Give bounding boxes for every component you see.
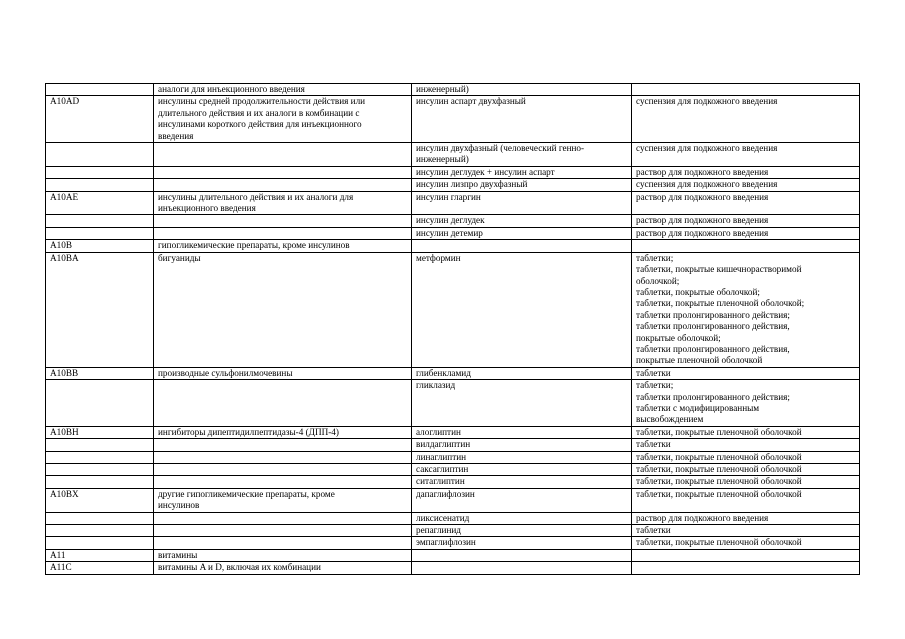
table-row	[46, 537, 860, 549]
dosage-form-cell: суспензия для подкожного введения	[632, 179, 860, 191]
atc-code-cell: A10BB	[46, 367, 154, 379]
group-name-cell	[154, 464, 412, 476]
dosage-form-cell: раствор для подкожного введения	[632, 215, 860, 227]
atc-code-cell	[46, 227, 154, 239]
drug-name-cell: метформин	[412, 252, 632, 367]
drug-name-cell: эмпаглифлозин	[412, 537, 632, 549]
dosage-form-cell: суспензия для подкожного введения	[632, 143, 860, 167]
dosage-form-cell: таблетки, покрытые пленочной оболочкой	[632, 476, 860, 488]
atc-code-cell	[46, 380, 154, 427]
table-body	[46, 84, 860, 575]
drug-name-cell: репаглинид	[412, 525, 632, 537]
drug-name-cell: инсулин аспарт двухфазный	[412, 96, 632, 143]
dosage-form-cell	[632, 562, 860, 574]
drug-name-cell: вилдаглиптин	[412, 439, 632, 451]
atc-code-cell	[46, 439, 154, 451]
drug-name-cell: саксаглиптин	[412, 464, 632, 476]
table-row	[46, 464, 860, 476]
table-row	[46, 166, 860, 178]
drug-name-cell: линаглиптин	[412, 451, 632, 463]
table-row	[46, 252, 860, 367]
drug-name-cell: инсулин лизпро двухфазный	[412, 179, 632, 191]
atc-code-cell: A10BX	[46, 488, 154, 512]
group-name-cell: бигуаниды	[154, 252, 412, 367]
table-row	[46, 367, 860, 379]
drug-name-cell: инженерный)	[412, 84, 632, 96]
drug-name-cell: гликлазид	[412, 380, 632, 427]
atc-code-cell	[46, 84, 154, 96]
atc-code-cell: A10B	[46, 240, 154, 252]
dosage-form-cell: таблетки	[632, 525, 860, 537]
atc-code-cell: A10AD	[46, 96, 154, 143]
group-name-cell: инсулины средней продолжительности действия или длительного действия и их аналоги в комбинации с инсулинами короткого действия для инъекционного введения	[154, 96, 412, 143]
drug-name-cell	[412, 240, 632, 252]
table-row	[46, 191, 860, 215]
table-row	[46, 512, 860, 524]
dosage-form-cell	[632, 240, 860, 252]
table-row	[46, 96, 860, 143]
atc-code-cell	[46, 525, 154, 537]
dosage-form-cell: таблетки; таблетки, покрытые кишечнорастворимой оболочкой; таблетки, покрытые оболочкой; таблетки, покрытые пленочной оболочкой; таблетки пролонгированного действия; таблетки пролонгированного действия, покрытые оболочкой; таблетки пролонгированного действия, покрытые пленочной оболочкой	[632, 252, 860, 367]
group-name-cell: витамины	[154, 549, 412, 561]
atc-code-cell	[46, 464, 154, 476]
group-name-cell: витамины A и D, включая их комбинации	[154, 562, 412, 574]
dosage-form-cell: таблетки	[632, 439, 860, 451]
dosage-form-cell: раствор для подкожного введения	[632, 166, 860, 178]
drug-name-cell: инсулин деглудек	[412, 215, 632, 227]
table-row	[46, 227, 860, 239]
group-name-cell: гипогликемические препараты, кроме инсулинов	[154, 240, 412, 252]
group-name-cell	[154, 451, 412, 463]
atc-code-cell: A10BH	[46, 426, 154, 438]
drug-name-cell: ликсисенатид	[412, 512, 632, 524]
dosage-form-cell: таблетки, покрытые пленочной оболочкой	[632, 488, 860, 512]
group-name-cell: инсулины длительного действия и их аналоги для инъекционного введения	[154, 191, 412, 215]
table-row	[46, 426, 860, 438]
dosage-form-cell: таблетки, покрытые пленочной оболочкой	[632, 426, 860, 438]
atc-code-cell: A10BA	[46, 252, 154, 367]
dosage-form-cell: таблетки; таблетки пролонгированного действия; таблетки с модифицированным высвобождением	[632, 380, 860, 427]
dosage-form-cell	[632, 549, 860, 561]
dosage-form-cell: таблетки, покрытые пленочной оболочкой	[632, 464, 860, 476]
group-name-cell	[154, 166, 412, 178]
group-name-cell	[154, 215, 412, 227]
group-name-cell	[154, 476, 412, 488]
drug-name-cell: инсулин детемир	[412, 227, 632, 239]
group-name-cell	[154, 439, 412, 451]
table-row	[46, 562, 860, 574]
group-name-cell	[154, 537, 412, 549]
table-row	[46, 488, 860, 512]
dosage-form-cell: раствор для подкожного введения	[632, 512, 860, 524]
group-name-cell	[154, 525, 412, 537]
atc-code-cell	[46, 166, 154, 178]
atc-code-cell	[46, 179, 154, 191]
table-row	[46, 525, 860, 537]
group-name-cell	[154, 143, 412, 167]
dosage-form-cell: таблетки, покрытые пленочной оболочкой	[632, 537, 860, 549]
drug-name-cell	[412, 562, 632, 574]
table-row	[46, 549, 860, 561]
table-row	[46, 439, 860, 451]
table-row	[46, 143, 860, 167]
group-name-cell	[154, 179, 412, 191]
drug-name-cell: инсулин двухфазный (человеческий генно- инженерный)	[412, 143, 632, 167]
group-name-cell	[154, 512, 412, 524]
group-name-cell: производные сульфонилмочевины	[154, 367, 412, 379]
drug-name-cell: дапаглифлозин	[412, 488, 632, 512]
drug-name-cell: алоглиптин	[412, 426, 632, 438]
group-name-cell: другие гипогликемические препараты, кроме инсулинов	[154, 488, 412, 512]
atc-code-cell	[46, 215, 154, 227]
drug-name-cell: инсулин деглудек + инсулин аспарт	[412, 166, 632, 178]
dosage-form-cell: таблетки	[632, 367, 860, 379]
drug-classification-table	[45, 83, 860, 575]
dosage-form-cell: раствор для подкожного введения	[632, 227, 860, 239]
table-row	[46, 179, 860, 191]
dosage-form-cell: раствор для подкожного введения	[632, 191, 860, 215]
table-row	[46, 380, 860, 427]
dosage-form-cell: таблетки, покрытые пленочной оболочкой	[632, 451, 860, 463]
atc-code-cell	[46, 537, 154, 549]
table-row	[46, 476, 860, 488]
drug-name-cell: глибенкламид	[412, 367, 632, 379]
atc-code-cell: A10AE	[46, 191, 154, 215]
group-name-cell: ингибиторы дипептидилпептидазы-4 (ДПП-4)	[154, 426, 412, 438]
drug-name-cell	[412, 549, 632, 561]
atc-code-cell: A11C	[46, 562, 154, 574]
table-row	[46, 84, 860, 96]
drug-name-cell: ситаглиптин	[412, 476, 632, 488]
atc-code-cell	[46, 143, 154, 167]
atc-code-cell	[46, 476, 154, 488]
table-row	[46, 451, 860, 463]
atc-code-cell: A11	[46, 549, 154, 561]
table-row	[46, 240, 860, 252]
group-name-cell: аналоги для инъекционного введения	[154, 84, 412, 96]
atc-code-cell	[46, 512, 154, 524]
table-row	[46, 215, 860, 227]
atc-code-cell	[46, 451, 154, 463]
drug-name-cell: инсулин гларгин	[412, 191, 632, 215]
dosage-form-cell	[632, 84, 860, 96]
dosage-form-cell: суспензия для подкожного введения	[632, 96, 860, 143]
group-name-cell	[154, 227, 412, 239]
group-name-cell	[154, 380, 412, 427]
